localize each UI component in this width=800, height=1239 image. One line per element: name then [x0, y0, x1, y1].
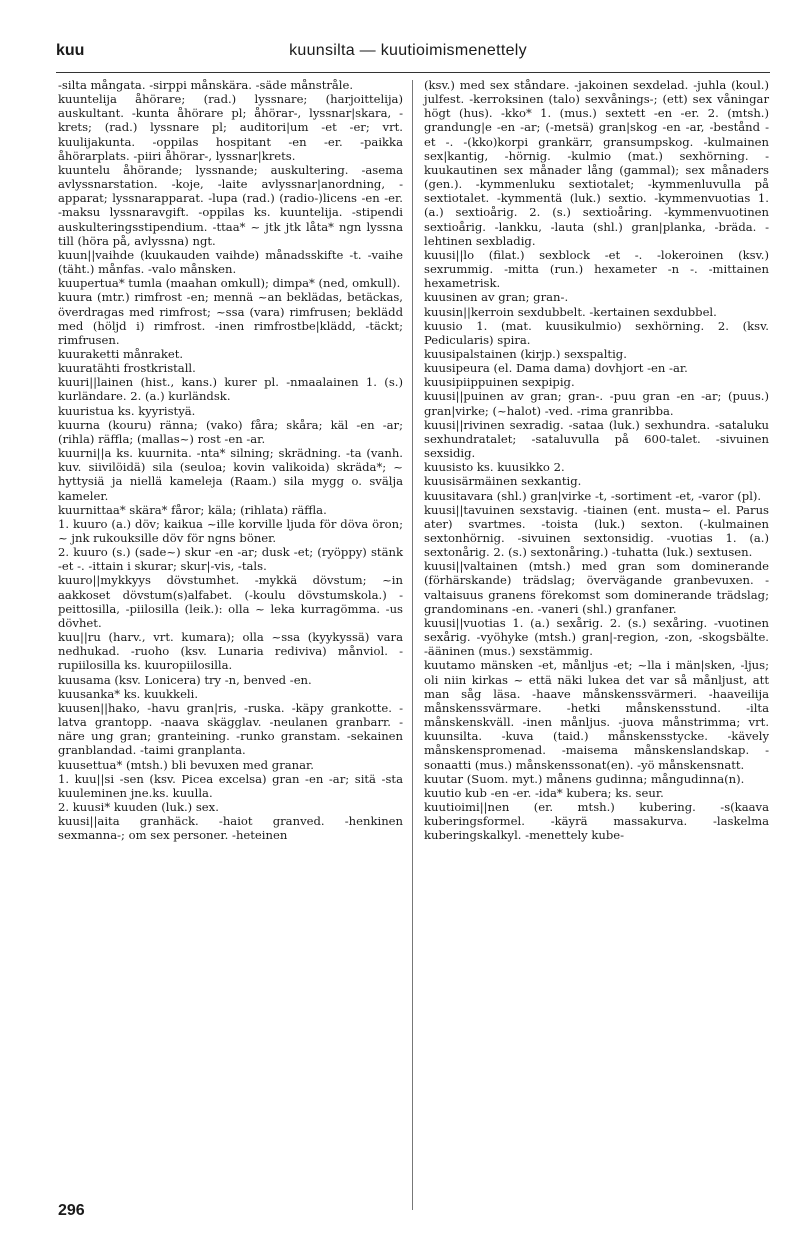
dictionary-entry: kuusisto ks. kuusikko 2. [424, 460, 565, 475]
dictionary-entry: kuura (mtr.) rimfrost -en; mennä ~an beklädas, betäckas, överdragas med rimfrost; ~ssa (vara) rimfrusen; beklädd med (höljd i) rimfrost. -inen rimfrostbe|klädd, -täckt; rimfrusen. [58, 290, 403, 347]
dictionary-entry: kuusinen av gran; gran-. [424, 290, 569, 305]
dictionary-entry: kuusettua* (mtsh.) bli bevuxen med granar. [58, 757, 314, 772]
dictionary-entry: kuuristua ks. kyyristyä. [58, 403, 196, 418]
dictionary-entry: kuu||ru (harv., vrt. kumara); olla ~ssa (kyykyssä) vara nedhukad. -ruoho (ksv. Lunaria rediviva) månviol. -rupiilosilla ks. kuuropiilosilla. [58, 630, 403, 673]
dictionary-entry: 2. kuusi* kuuden (luk.) sex. [58, 799, 219, 814]
dictionary-entry: 1. kuu||si -sen (ksv. Picea excelsa) gran -en -ar; sitä -sta kuuleminen jne.ks. kuulla. [58, 771, 403, 800]
dictionary-entry: kuusin||kerroin sexdubbelt. -kertainen sexdubbel. [424, 304, 717, 319]
dictionary-entry: kuuri||lainen (hist., kans.) kurer pl. -nmaalainen 1. (s.) kurländare. 2. (a.) kurländsk. [58, 375, 403, 404]
dictionary-entry: (ksv.) med sex ståndare. -jakoinen sexdelad. -juhla (koul.) julfest. -kerroksinen (talo) sexvånings-; (ett) sex våningar högt (hus). -kko* 1. (mus.) sextett -en -er. 2. (mtsh.) grandung|e -en -ar; (-metsä) gran|skog -en -ar, -bestånd -et -. -(kko)korpi grankärr, gransumpskog. -kulmainen sex|kantig, -hörnig. -kulmio (mat.) sexhörning. -kuukautinen sex månader lång (gammal); sex månaders (gen.). -kymmenluku sextiotalet; -kymmenluvulla på sextiotalet. -kymmentä (luk.) sextio. -kymmenvuotias 1. (a.) sextioårig. 2. (s.) sextioåring. -kymmenvuotinen sextioårig. -lankku, -lauta (shl.) gran|planka, -bräda. -lehtinen sexbladig. [424, 78, 769, 248]
page-number: 296 [58, 1202, 85, 1219]
dictionary-entry: kuusama (ksv. Lonicera) try -n, benved -en. [58, 672, 312, 687]
dictionary-entry: kuusipalstainen (kirjp.) sexspaltig. [424, 346, 627, 361]
dictionary-entry: kuupertua* tumla (maahan omkull); dimpa* (ned, omkull). [58, 276, 401, 291]
dictionary-entry: kuutio kub -en -er. -ida* kubera; ks. seur. [424, 785, 664, 800]
column-divider [412, 80, 413, 1210]
dictionary-entry: 1. kuuro (a.) döv; kaikua ~ille korville ljuda för döva öron; ~ jnk rukouksille döv för ngns böner. [58, 516, 403, 545]
dictionary-entry: kuusipiippuinen sexpipig. [424, 375, 575, 390]
dictionary-entry: kuusitavara (shl.) gran|virke -t, -sortiment -et, -varor (pl). [424, 488, 762, 503]
dictionary-entry: kuuro||mykkyys dövstumhet. -mykkä dövstum; ~in aakkoset dövstum(s)alfabet. (-koulu dövstumskola.) -peittosilla, -piilosilla (leik.): olla ~ leka kurragömma. -us dövhet. [58, 573, 403, 630]
dictionary-entry: kuutar (Suom. myt.) månens gudinna; mångudinna(n). [424, 771, 745, 786]
dictionary-entry: kuusi||valtainen (mtsh.) med gran som dominerande (förhärskande) trädslag; övervägande granbevuxen. -valtaisuus granens förekomst som dominerande trädslag; grandominans -en. -vaneri (shl.) granfaner. [424, 559, 769, 616]
dictionary-entry: kuusi||tavuinen sexstavig. -tiainen (ent. musta~ el. Parus ater) svartmes. -toista (luk.) sexton. (-kulmainen sextonhörnig. -sivuinen sextonsidig. -vuotias 1. (a.) sextonårig. 2. (s.) sextonåring.) -tuhatta (luk.) sextusen. [424, 502, 769, 560]
dictionary-entry: kuurnittaa* skära* fåror; käla; (rihlata) räffla. [58, 502, 327, 517]
dictionary-entry: -silta mångata. -sirppi månskära. -säde månstråle. [58, 78, 354, 92]
running-header [56, 28, 760, 68]
dictionary-entry: kuutioimi||nen (er. mtsh.) kubering. -s(kaava kuberingsformel. -käyrä massakurva. -laskelma kuberingskalkyl. -menettely kube- [424, 799, 769, 843]
header-rule [56, 72, 770, 73]
dictionary-entry: kuusipeura (el. Dama dama) dovhjort -en -ar. [424, 361, 688, 376]
dictionary-entry: kuusio 1. (mat. kuusikulmio) sexhörning. 2. (ksv. Pedicularis) spira. [424, 318, 769, 347]
left-column [58, 78, 403, 842]
dictionary-entry: kuusi||aita granhäck. -haiot granved. -henkinen sexmanna-; om sex personer. -heteinen [58, 814, 403, 843]
guide-word: kuu [56, 42, 85, 59]
dictionary-entry: 2. kuuro (s.) (sade~) skur -en -ar; dusk -et; (ryöppy) stänk -et -. -ittain i skurar; skur|-vis, -tals. [58, 545, 403, 574]
dictionary-entry: kuuraketti månraket. [58, 346, 184, 361]
dictionary-entry: kuusi||puinen av gran; gran-. -puu gran -en -ar; (puus.) gran|virke; (~halot) -ved. -rima granribba. [424, 389, 769, 418]
dictionary-entry: kuusi||vuotias 1. (a.) sexårig. 2. (s.) sexåring. -vuotinen sexårig. -vyöhyke (mtsh.) gran|-region, -zon, -skogsbälte. -ääninen (mus.) sexstämmig. [424, 615, 769, 659]
dictionary-entry: kuutamo mänsken -et, månljus -et; ~lla i män|sken, -ljus; oli niin kirkas ~ että näki lukea det var så månljust, att man såg läsa. -haave månskenssvärmeri. -haaveilija månskenssvärmare. -hetki månskensstund. -ilta månskenskväll. -inen månljus. -juova månstrimma; vrt. kuunsilta. -kuva (taid.) månskensstycke. -kävely månskenspromenad. -maisema månskenslandskap. -sonaatti (mus.) månskenssonat(en). -yö månskensnatt. [424, 658, 769, 772]
dictionary-entry: kuusi||lo (filat.) sexblock -et -. -lokeroinen (ksv.) sexrummig. -mitta (run.) hexameter -n -. -mittainen hexametrisk. [424, 247, 769, 291]
dictionary-entry: kuuratähti frostkristall. [58, 361, 196, 376]
dictionary-entry: kuurna (kouru) ränna; (vako) fåra; skåra; käl -en -ar; (rihla) räffla; (mallas~) rost -en -ar. [58, 417, 403, 446]
dictionary-entry: kuun||vaihde (kuukauden vaihde) månadsskifte -t. -vaihe (täht.) månfas. -valo månsken. [58, 247, 403, 277]
dictionary-entry: kuusanka* ks. kuukkeli. [58, 686, 199, 701]
header-title: kuunsilta — kuutioimismenettely [289, 42, 527, 59]
dictionary-entry: kuusi||rivinen sexradig. -sataa (luk.) sexhundra. -sataluku sexhundratalet; -sataluvulla på 600-talet. -sivuinen sexsidig. [424, 417, 769, 461]
right-column [424, 78, 769, 842]
dictionary-entry: kuuntelija åhörare; (rad.) lyssnare; (harjoittelija) auskultant. -kunta åhörare pl; åhörar-, lyssnar|skara, -krets; (rad.) lyssnare pl; auditori|um -et -er; vrt. kuulijakunta. -oppilas hospitant -en -er. -paikka åhörarplats. -piiri åhörar-, lyssnar|krets. [58, 92, 403, 163]
dictionary-entry: kuuntelu åhörande; lyssnande; auskultering. -asema avlyssnarstation. -koje, -laite avlyssnar|anordning, -apparat; lyssnarapparat. -lupa (rad.) (radio-)licens -en -er. -maksu lyssnaravgift. -oppilas ks. kuuntelija. -stipendi auskulteringsstipendium. -ttaa* ~ jtk jtk låta* ngn lyssna till (höra på, avlyssna) ngt. [58, 162, 403, 248]
dictionary-entry: kuusisärmäinen sexkantig. [424, 474, 582, 489]
dictionary-entry: kuurni||a ks. kuurnita. -nta* silning; skrädning. -ta (vanh. kuv. siivilöidä) sila (seuloa; kovin valikoida) skräda*; ~ hyttysiä ja niellä kameleja (Raam.) sila mygg o. svälja kameler. [58, 446, 403, 503]
dictionary-entry: kuusen||hako, -havu gran|ris, -ruska. -käpy grankotte. -latva grantopp. -naava skägglav. -neulanen granbarr. -näre ung gran; granteining. -runko granstam. -sekainen granblandad. -taimi granplanta. [58, 700, 403, 758]
